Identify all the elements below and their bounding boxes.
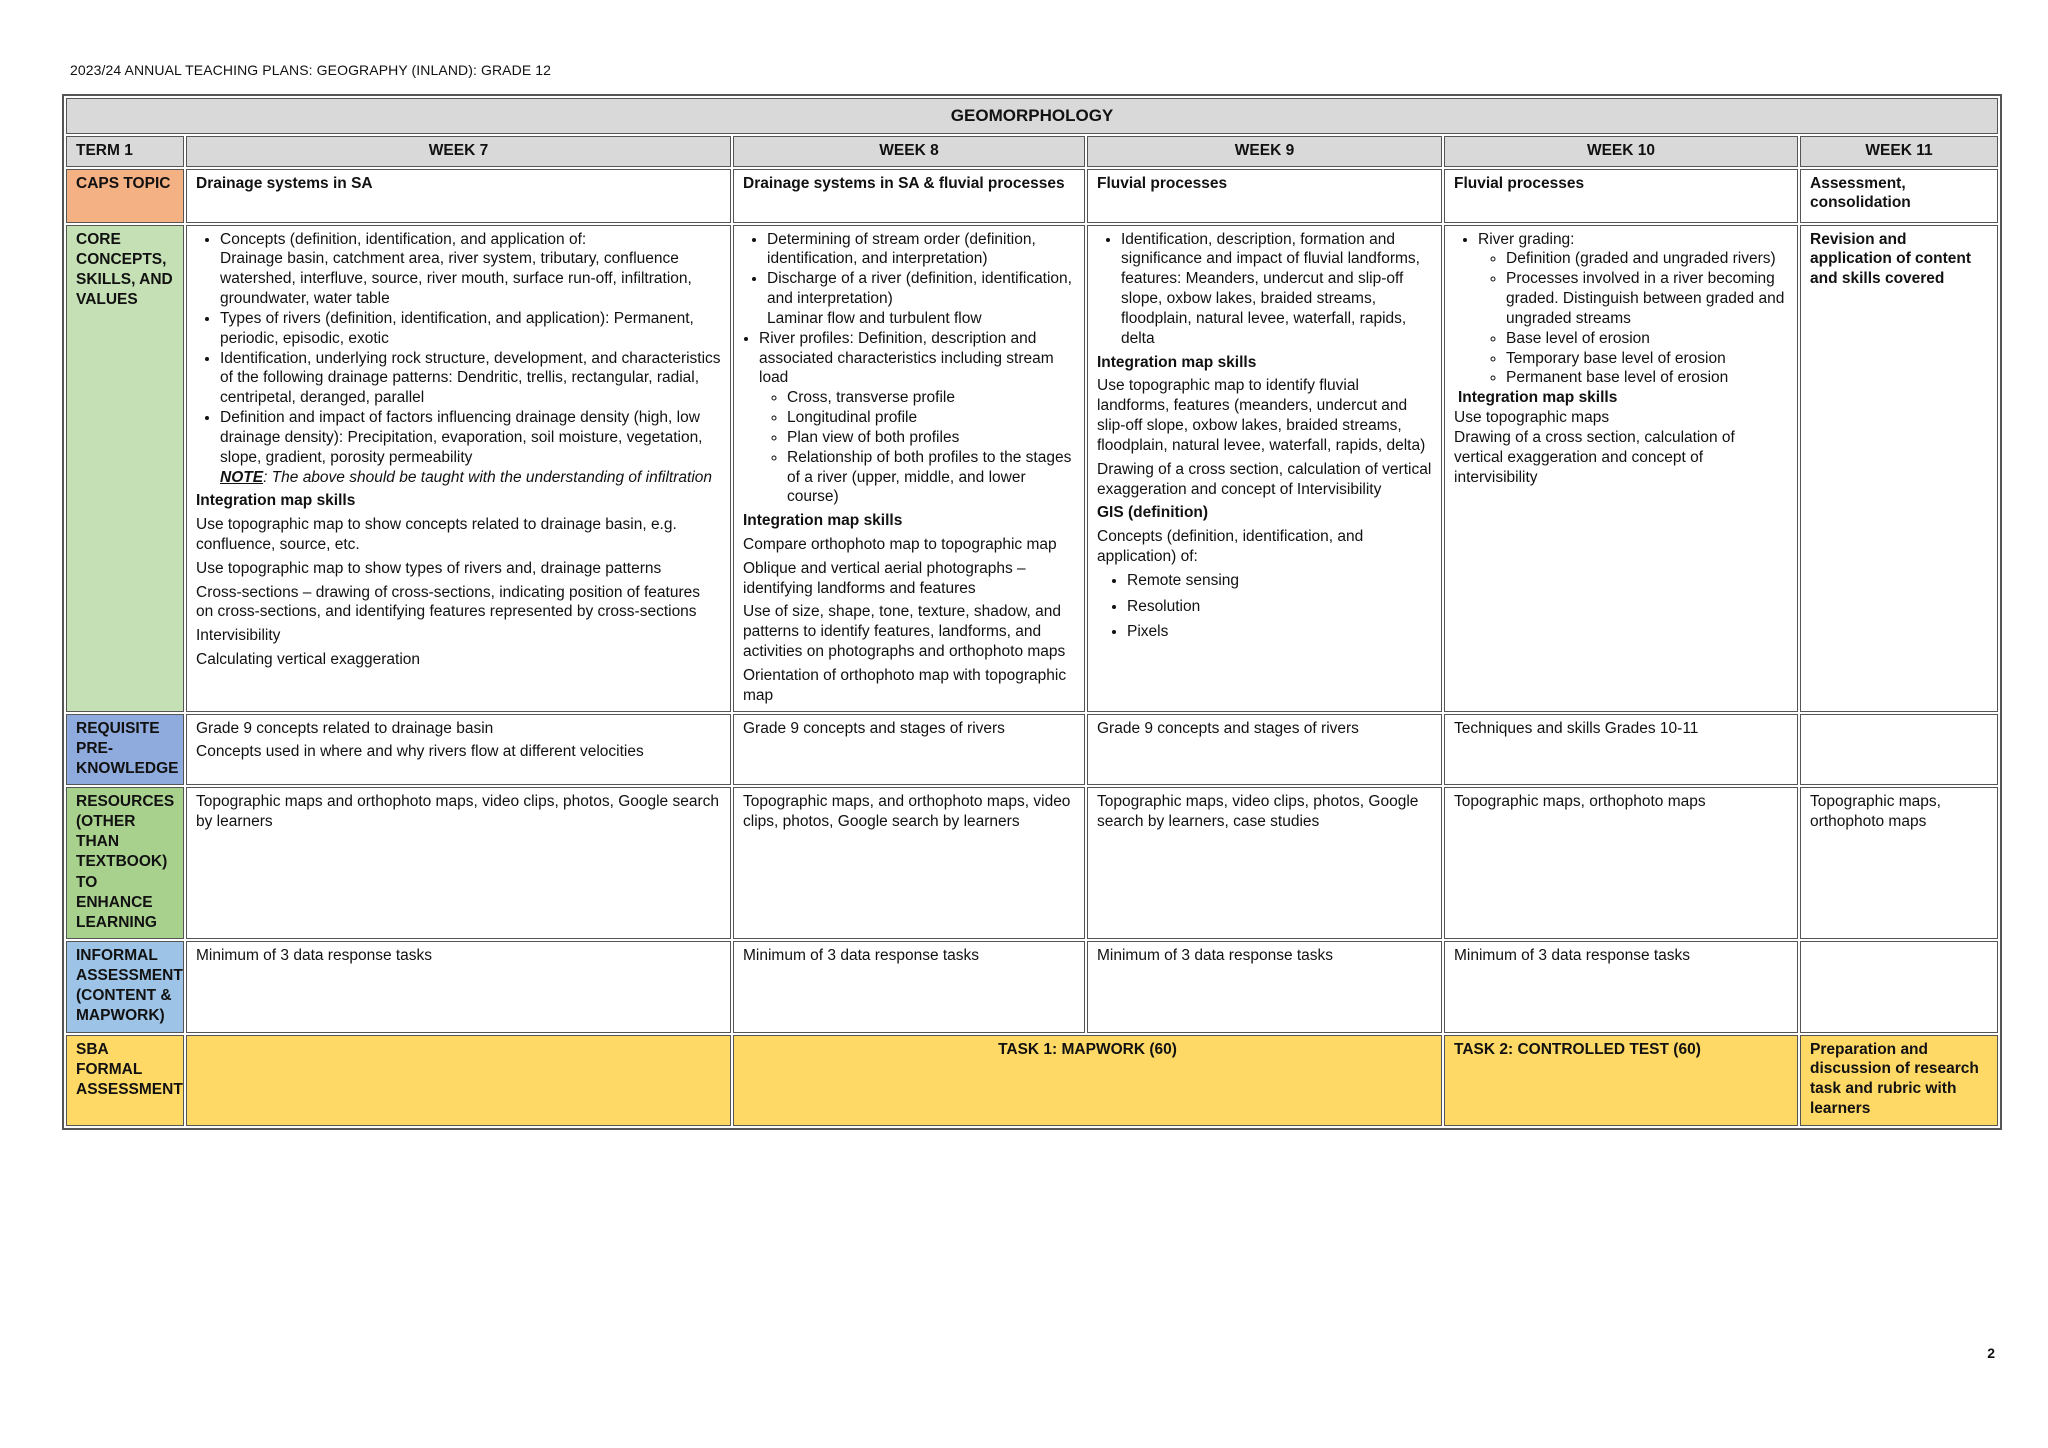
resources-cell: Topographic maps, and orthophoto maps, video clips, photos, Google search by learners	[733, 787, 1085, 939]
requisite-week8: Grade 9 concepts and stages of rivers	[733, 714, 1085, 785]
bullet-list	[1097, 571, 1432, 642]
paragraph: Cross-sections – drawing of cross-sections, indicating position of features on cross-sections, and identifying features represented by cross-sections	[196, 583, 700, 621]
paragraph: Use of size, shape, tone, texture, shadow, and patterns to identify features, landforms, and activities on photographs and orthophoto maps	[743, 603, 1066, 661]
section-heading: Integration map skills	[743, 512, 903, 530]
informal-cell: Minimum of 3 data response tasks	[733, 941, 1085, 1033]
sba-week7	[186, 1035, 731, 1126]
paragraph: Calculating vertical exaggeration	[196, 651, 421, 669]
week-header-row	[66, 136, 1998, 167]
core-concepts-row	[66, 225, 1998, 712]
row-label-caps-topic: CAPS TOPIC	[66, 169, 184, 223]
requisite-row	[66, 714, 1998, 785]
document-header: 2023/24 ANNUAL TEACHING PLANS: GEOGRAPHY (INLAND): GRADE 12	[70, 62, 552, 78]
section-heading: GIS (definition)	[1097, 504, 1209, 522]
core-concepts-week10	[1444, 225, 1798, 712]
week-header: WEEK 9	[1087, 136, 1442, 167]
paragraph: Drawing of a cross section, calculation of vertical exaggeration and concept of Intervisibility	[1097, 460, 1432, 498]
paragraph: Compare orthophoto map to topographic map	[743, 536, 1057, 553]
section-heading: Integration map skills	[1097, 353, 1257, 371]
list-item: • Definition and impact of factors influencing drainage density (high, low drainage density): Precipitation, evaporation, soil moisture, vegetation, slope, gradient, porosity permeability	[220, 408, 721, 467]
resources-cell: Topographic maps and orthophoto maps, video clips, photos, Google search by learners	[186, 787, 731, 939]
week-header: WEEK 7	[186, 136, 731, 167]
paragraph: Orientation of orthophoto map with topographic map	[743, 666, 1067, 704]
sba-week11: Preparation and discussion of research task and rubric with learners	[1800, 1035, 1998, 1126]
requisite-week9: Grade 9 concepts and stages of rivers	[1087, 714, 1442, 785]
core-concepts-week9	[1087, 225, 1442, 712]
week-header: WEEK 11	[1800, 136, 1998, 167]
row-label-requisite: REQUISITE PRE-KNOWLEDGE	[66, 714, 184, 785]
informal-cell	[1800, 941, 1998, 1033]
list-item: ◦ Temporary base level of erosion	[1506, 349, 1788, 369]
informal-cell: Minimum of 3 data response tasks	[1444, 941, 1798, 1033]
paragraph: Use topographic map to show concepts related to drainage basin, e.g. confluence, source, etc.	[196, 516, 677, 553]
list-item: • Types of rivers (definition, identification, and application): Permanent, periodic, episodic, exotic	[220, 309, 721, 349]
sba-task2: TASK 2: CONTROLLED TEST (60)	[1444, 1035, 1798, 1126]
sub-bullet-list	[759, 388, 1075, 507]
resources-cell: Topographic maps, orthophoto maps	[1800, 787, 1998, 939]
row-label-sba: SBA FORMAL ASSESSMENT	[66, 1035, 184, 1126]
bullet-list	[1454, 230, 1788, 389]
paragraph: Use topographic map to show types of rivers and, drainage patterns	[196, 559, 662, 577]
informal-cell: Minimum of 3 data response tasks	[186, 941, 731, 1033]
list-item: ◦ Permanent base level of erosion	[1506, 368, 1788, 388]
bullet-list	[743, 230, 1075, 329]
list-item: ◦ Processes involved in a river becoming graded. Distinguish between graded and ungraded streams	[1506, 269, 1788, 328]
list-item: • River profiles: Definition, description and associated characteristics including stream load ◦ Cross, transverse profile ◦ Longitudinal profile ◦ Plan view of both profiles ◦ Relationship of both profiles to the stages of a river (upper, middle, and lower course)	[759, 329, 1075, 507]
bullet-list	[743, 329, 1075, 507]
caps-topic-cell: Fluvial processes	[1444, 169, 1798, 223]
list-item: • Resolution	[1127, 597, 1432, 617]
caps-topic-cell: Fluvial processes	[1087, 169, 1442, 223]
list-item: • Identification, description, formation and significance and impact of fluvial landforms, features: Meanders, undercut and slip-off slope, oxbow lakes, braided streams, floodplain, natural levee, waterfall, rapids, delta	[1121, 230, 1432, 349]
informal-cell: Minimum of 3 data response tasks	[1087, 941, 1442, 1033]
caps-topic-cell: Assessment, consolidation	[1800, 169, 1998, 223]
caps-topic-cell: Drainage systems in SA & fluvial processes	[733, 169, 1085, 223]
table-title: GEOMORPHOLOGY	[66, 98, 1998, 134]
paragraph: Use topographic map to identify fluvial landforms, features (meanders, undercut and slip-off slope, oxbow lakes, braided streams, floodplain, natural levee, waterfall, rapids, delta)	[1097, 377, 1426, 454]
row-label-informal: INFORMAL ASSESSMENT (CONTENT & MAPWORK)	[66, 941, 184, 1033]
section-heading: Integration map skills	[1458, 389, 1618, 407]
sba-formal-row	[66, 1035, 1998, 1126]
term-label: TERM 1	[66, 136, 184, 167]
week-header: WEEK 10	[1444, 136, 1798, 167]
teaching-plan-container	[62, 94, 1992, 1130]
list-item: • Remote sensing	[1127, 571, 1432, 591]
list-item: • Determining of stream order (definition, identification, and interpretation)	[767, 230, 1075, 270]
list-item: • River grading: ◦ Definition (graded and ungraded rivers) ◦ Processes involved in a river becoming graded. Distinguish between graded and ungraded streams ◦ Base level of erosion ◦ Temporary base level of erosion ◦ Permanent base level of erosion	[1478, 230, 1788, 389]
resources-cell: Topographic maps, orthophoto maps	[1444, 787, 1798, 939]
bullet-list	[1097, 230, 1432, 349]
title-row	[66, 98, 1998, 134]
paragraph: Intervisibility	[196, 627, 281, 645]
resources-row	[66, 787, 1998, 939]
list-item: ◦ Relationship of both profiles to the stages of a river (upper, middle, and lower course)	[787, 448, 1075, 507]
paragraph: Oblique and vertical aerial photographs – identifying landforms and features	[743, 559, 1026, 597]
core-concepts-week11: Revision and application of content and skills covered	[1800, 225, 1998, 712]
paragraph: Concepts (definition, identification, and application) of:	[1097, 528, 1364, 565]
week-header: WEEK 8	[733, 136, 1085, 167]
note-text: NOTE: The above should be taught with the understanding of infiltration	[220, 468, 713, 486]
list-item: • Discharge of a river (definition, identification, and interpretation) Laminar flow and turbulent flow	[767, 269, 1075, 328]
paragraph: Grade 9 concepts related to drainage basin	[196, 719, 494, 737]
sub-bullet-list	[1478, 249, 1788, 388]
caps-topic-row	[66, 169, 1998, 223]
teaching-plan-table	[62, 94, 2002, 1130]
list-item: • Concepts (definition, identification, and application of: Drainage basin, catchment area, river system, tributary, confluence watershed, interfluve, source, river mouth, surface run-off, infiltration, groundwater, water table	[220, 230, 721, 309]
sba-task1: TASK 1: MAPWORK (60)	[733, 1035, 1442, 1126]
requisite-week10: Techniques and skills Grades 10-11	[1444, 714, 1798, 785]
page-number: 2	[1987, 1345, 1995, 1361]
bullet-list	[196, 230, 721, 468]
list-item: ◦ Longitudinal profile	[787, 408, 1075, 428]
row-label-core-concepts: CORE CONCEPTS, SKILLS, AND VALUES	[66, 225, 184, 712]
resources-cell: Topographic maps, video clips, photos, Google search by learners, case studies	[1087, 787, 1442, 939]
list-item: • Pixels	[1127, 622, 1432, 642]
caps-topic-cell: Drainage systems in SA	[186, 169, 731, 223]
list-item: ◦ Cross, transverse profile	[787, 388, 1075, 408]
core-concepts-week7	[186, 225, 731, 712]
list-item: ◦ Plan view of both profiles	[787, 428, 1075, 448]
list-item: ◦ Definition (graded and ungraded rivers)	[1506, 249, 1788, 269]
paragraph: Drawing of a cross section, calculation of vertical exaggeration and concept of intervisibility	[1454, 428, 1735, 486]
row-label-resources: RESOURCES (OTHER THAN TEXTBOOK) TO ENHANCE LEARNING	[66, 787, 184, 939]
paragraph: Concepts used in where and why rivers flow at different velocities	[196, 743, 644, 761]
informal-assessment-row	[66, 941, 1998, 1033]
requisite-week7	[186, 714, 731, 785]
section-heading: Integration map skills	[196, 492, 356, 510]
requisite-week11	[1800, 714, 1998, 785]
core-concepts-week8	[733, 225, 1085, 712]
paragraph: Use topographic maps	[1454, 409, 1610, 427]
list-item: • Identification, underlying rock structure, development, and characteristics of the following drainage patterns: Dendritic, trellis, rectangular, radial, centripetal, deranged, parallel	[220, 349, 721, 408]
list-item: ◦ Base level of erosion	[1506, 329, 1788, 349]
